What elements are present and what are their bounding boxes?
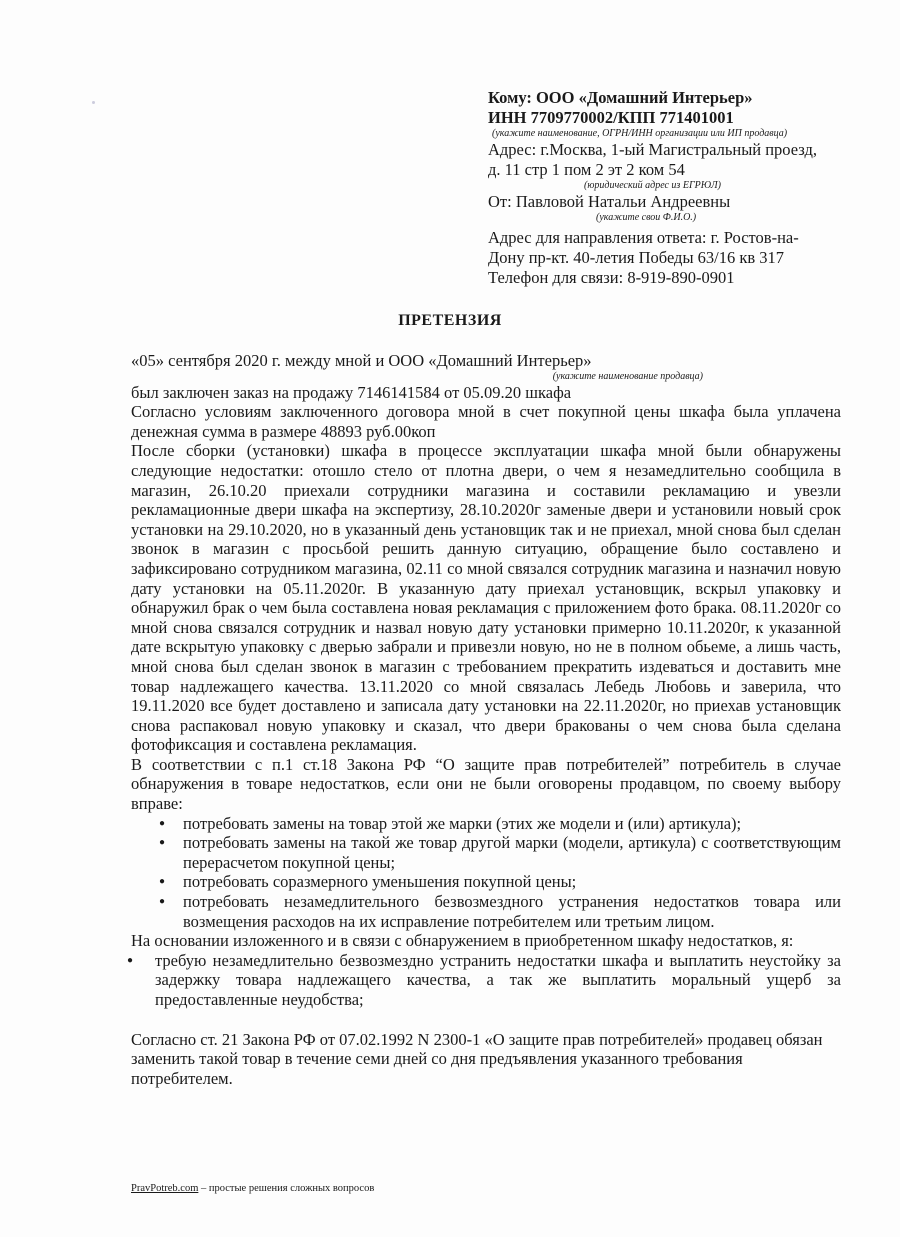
footer (131, 1183, 374, 1194)
document-title: ПРЕТЕНЗИЯ (398, 312, 502, 329)
reply-address-line-1: Адрес для направления ответа: г. Ростов-на- (488, 228, 799, 247)
intro-line: «05» сентября 2020 г. между мной и ООО «Домашний Интерьер» (131, 351, 592, 370)
defects-paragraph: После сборки (установки) шкафа в процессе эксплуатации шкафа мной были обнаружены следующие недостатки: отошло стело от плотна двери, о чем я незамедлительно сообщила в магазин, 26.10.20 приехали сотрудники магазина и составили рекламацию и увезли рекламационные двери шкафа на экспертизу, 28.10.2020г заменые двери и установили новый срок установки на 29.10.2020, но в указанный день установщик так и не приехал, мной снова был сделан звонок в магазин с просьбой решить данную ситуацию, обращение было составлено и зафиксировано сотрудником магазина, 02.11 со мной связался сотрудник магазина и назначил новую дату установки на 05.11.2020г. В указанную дату приехал установщик, вскрыл упаковку и обнаружил брак о чем была составлена новая рекламация с приложением фото брака. 08.11.2020г со мной снова связался сотрудник и назвал новую дату установки примерно 10.11.2020г, к указанной дате вскрытую упаковку с дверью забрали и привезли новую, но не в полном обьеме, а лишь часть, мной снова был сделан звонок в магазин с требованием прекратить издеваться и доставить мне товар надлежащего качества. 13.11.2020 со мной связалась Лебедь Любовь и заверила, что 19.11.2020 все будет доставлено и записала дату установки на 22.11.2020г, но приехав установщик снова распаковал новую упаковку и сказал, что двери бракованы о чем снова была сделана фотофиксация и составлена рекламация. (131, 441, 841, 755)
from-line: От: Павловой Натальи Андреевны (488, 192, 731, 211)
address-line-1: Адрес: г.Москва, 1-ый Магистральный проезд, (488, 140, 818, 159)
rights-list-item: ● потребовать соразмерного уменьшения покупной цены; (131, 872, 841, 892)
scan-speck (92, 101, 95, 104)
payment-paragraph: Согласно условиям заключенного договора мной в счет покупной цены шкафа была уплачена денежная сумма в размере 48893 руб.00коп (131, 402, 841, 441)
closing-paragraph: Согласно ст. 21 Закона РФ от 07.02.1992 N 2300-1 «О защите прав потребителей» продавец обязан заменить такой товар в течение семи дней со дня предъявления указанного требования потребителем. (131, 1029, 823, 1088)
footer-site-link[interactable]: PravPotreb.com (131, 1183, 199, 1194)
demands-list-item: ● требую незамедлительно безвозмездно устранить недостатки шкафа и выплатить неустойку за задержку товара надлежащего качества, а так же выплатить моральный ущерб за предоставленные неудобства; (131, 951, 841, 1010)
inn-line: ИНН 7709770002/КПП 771401001 (488, 108, 734, 127)
addressee-block (488, 88, 848, 288)
note-address: (юридический адрес из ЕГРЮЛ) (584, 180, 721, 191)
demands-list (131, 951, 841, 1010)
order-line: был заключен заказ на продажу 7146141584 от 05.09.20 шкафа (131, 382, 572, 402)
rights-list (131, 814, 841, 932)
claim-body (131, 351, 841, 1088)
reply-address-line-2: Дону пр-кт. 40-летия Победы 63/16 кв 317 (488, 248, 785, 267)
rights-list-item: ● потребовать замены на такой же товар другой марки (модели, артикула) с соответствующим перерасчетом покупной цены; (131, 833, 841, 872)
address-line-2: д. 11 стр 1 пом 2 эт 2 ком 54 (488, 160, 685, 179)
rights-list-item: ● потребовать незамедлительного безвозмездного устранения недостатков товара или возмещения расходов на их исправление потребителем или третьим лицом. (131, 892, 841, 931)
law-paragraph: В соответствии с п.1 ст.18 Закона РФ “О защите прав потребителей” потребитель в случае обнаружения в товаре недостатков, если они не были оговорены продавцом, по своему выбору вправе: (131, 754, 841, 814)
basis-paragraph: На основании изложенного и в связи с обнаружением в приобретенном шкафу недостатков, я: (131, 931, 794, 951)
note-fio: (укажите свои Ф.И.О.) (596, 212, 697, 223)
note-org: (укажите наименование, ОГРН/ИНН организации или ИП продавца) (492, 128, 788, 139)
note-seller: (укажите наименование продавца) (552, 370, 703, 382)
phone-line: Телефон для связи: 8-919-890-0901 (488, 268, 735, 287)
to-line: Кому: ООО «Домашний Интерьер» (488, 88, 753, 107)
rights-list-item: ● потребовать замены на товар этой же марки (этих же модели и (или) артикула); (131, 814, 841, 834)
footer-tagline: – простые решения сложных вопросов (198, 1183, 375, 1194)
